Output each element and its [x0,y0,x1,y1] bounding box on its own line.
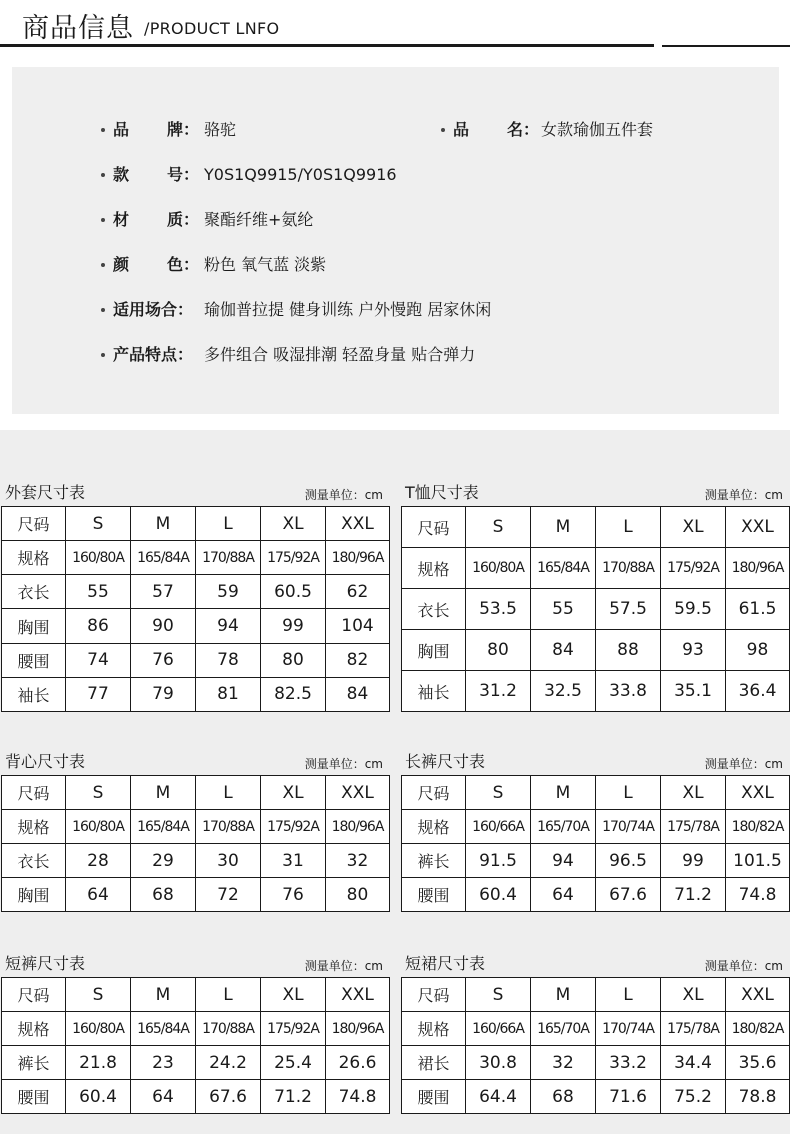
info-label: 产品特点： [113,345,194,364]
info-value: 粉色 氧气蓝 淡紫 [204,255,327,274]
table-cell: 170/88A [196,810,261,844]
info-row-features [101,341,741,369]
table-header-row [2,776,390,810]
info-value: 瑜伽普拉提 健身训练 户外慢跑 居家休闲 [204,300,492,319]
table-row [2,541,390,575]
table-cell: 165/84A [531,548,596,589]
info-row-name [441,116,771,144]
info-label: 款 号： [113,165,200,184]
table-cell: 76 [131,643,196,677]
table-cell: 165/84A [131,810,196,844]
table-cell: 29 [131,844,196,878]
row-label-cell: 胸围 [2,878,66,912]
size-chart-title: T恤尺寸表 [405,483,479,502]
bullet-icon [101,308,105,312]
table-cell: 34.4 [661,1046,726,1080]
table-cell: 175/78A [661,810,726,844]
table-cell: 170/88A [596,548,661,589]
table-row [2,575,390,609]
size-header-cell: XL [261,776,326,810]
table-cell: 64.4 [466,1080,531,1114]
table-cell: 180/96A [726,548,790,589]
row-label-cell: 裙长 [402,1046,466,1080]
table-cell: 57 [131,575,196,609]
size-chart-unit: 测量单位：cm [704,959,783,973]
table-row [402,589,790,630]
page-subtitle: /PRODUCT LNFO [144,19,280,38]
table-cell: 60.4 [66,1080,131,1114]
size-column-header: 尺码 [2,776,66,810]
row-label-cell: 胸围 [402,630,466,671]
table-cell: 71.2 [261,1080,326,1114]
table-cell: 104 [326,609,390,643]
table-cell: 23 [131,1046,196,1080]
table-cell: 160/66A [466,1012,531,1046]
table-cell: 24.2 [196,1046,261,1080]
table-row [402,878,790,912]
table-cell: 180/96A [326,1012,390,1046]
table-header-row [402,978,790,1012]
table-cell: 99 [261,609,326,643]
table-cell: 26.6 [326,1046,390,1080]
row-label-cell: 规格 [402,548,466,589]
table-cell: 91.5 [466,844,531,878]
row-label-cell: 腰围 [402,1080,466,1114]
table-row [2,844,390,878]
size-header-cell: S [466,776,531,810]
size-chart-title: 短裙尺寸表 [405,954,486,973]
size-header-cell: L [596,507,661,548]
size-table [401,506,790,712]
size-column-header: 尺码 [2,978,66,1012]
table-cell: 84 [326,677,390,711]
table-row [2,1080,390,1114]
table-cell: 74.8 [326,1080,390,1114]
bullet-icon [101,263,105,267]
table-cell: 60.4 [466,878,531,912]
table-cell: 93 [661,630,726,671]
table-row [402,1012,790,1046]
size-header-cell: XXL [326,507,390,541]
table-cell: 64 [131,1080,196,1114]
table-cell: 67.6 [596,878,661,912]
row-label-cell: 规格 [2,1012,66,1046]
size-header-cell: M [531,507,596,548]
info-row-model [101,161,701,189]
size-header-cell: S [66,507,131,541]
size-header-cell: XXL [326,776,390,810]
row-label-cell: 规格 [402,1012,466,1046]
size-header-cell: L [596,978,661,1012]
bullet-icon [101,173,105,177]
table-cell: 160/80A [466,548,531,589]
row-label-cell: 规格 [402,810,466,844]
bullet-icon [101,128,105,132]
table-cell: 81 [196,677,261,711]
table-cell: 77 [66,677,131,711]
table-row [2,643,390,677]
table-cell: 68 [531,1080,596,1114]
table-cell: 78.8 [726,1080,790,1114]
size-chart-title: 长裤尺寸表 [405,752,486,771]
table-cell: 25.4 [261,1046,326,1080]
row-label-cell: 规格 [2,810,66,844]
table-cell: 180/96A [326,541,390,575]
table-row [402,844,790,878]
bullet-icon [101,353,105,357]
table-cell: 101.5 [726,844,790,878]
product-info-panel [12,67,779,414]
table-cell: 78 [196,643,261,677]
row-label-cell: 腰围 [2,643,66,677]
table-cell: 72 [196,878,261,912]
info-label: 适用场合： [113,300,194,319]
info-value: 多件组合 吸湿排潮 轻盈身量 贴合弹力 [204,345,476,364]
table-cell: 94 [196,609,261,643]
table-cell: 28 [66,844,131,878]
table-cell: 32.5 [531,671,596,712]
table-row [2,810,390,844]
row-label-cell: 腰围 [402,878,466,912]
table-cell: 180/82A [726,1012,790,1046]
table-cell: 170/74A [596,1012,661,1046]
size-header-cell: L [196,978,261,1012]
page-title: 商品信息 [22,13,134,44]
size-table [1,977,390,1114]
row-label-cell: 袖长 [2,677,66,711]
size-chart-jacket [1,480,389,715]
size-header-cell: M [131,507,196,541]
table-row [402,671,790,712]
size-table [1,775,390,912]
table-cell: 165/84A [131,1012,196,1046]
size-table [401,775,790,912]
size-header-cell: M [531,776,596,810]
table-cell: 90 [131,609,196,643]
table-cell: 61.5 [726,589,790,630]
size-charts-area [0,430,790,1134]
size-column-header: 尺码 [2,507,66,541]
info-row-occasion [101,296,741,324]
table-cell: 94 [531,844,596,878]
table-cell: 59 [196,575,261,609]
size-chart-title: 背心尺寸表 [5,752,86,771]
table-row [2,1012,390,1046]
row-label-cell: 袖长 [402,671,466,712]
table-cell: 60.5 [261,575,326,609]
size-chart-title: 外套尺寸表 [5,483,86,502]
table-cell: 74 [66,643,131,677]
table-cell: 32 [531,1046,596,1080]
table-cell: 86 [66,609,131,643]
page-header [0,0,790,52]
table-cell: 57.5 [596,589,661,630]
table-cell: 30 [196,844,261,878]
bullet-icon [101,218,105,222]
table-cell: 31.2 [466,671,531,712]
size-header-cell: XL [261,978,326,1012]
table-cell: 64 [531,878,596,912]
table-row [402,1046,790,1080]
table-cell: 180/96A [326,810,390,844]
table-cell: 80 [466,630,531,671]
size-header-cell: XL [661,978,726,1012]
size-header-cell: XXL [326,978,390,1012]
table-cell: 33.8 [596,671,661,712]
table-header-row [402,776,790,810]
info-value: 聚酯纤维+氨纶 [204,210,314,229]
table-cell: 75.2 [661,1080,726,1114]
size-chart-long-pants [401,749,789,919]
table-cell: 170/88A [196,541,261,575]
table-cell: 68 [131,878,196,912]
bullet-icon [441,128,445,132]
table-cell: 160/80A [66,1012,131,1046]
info-label: 品 名： [453,120,540,139]
size-column-header: 尺码 [402,507,466,548]
table-cell: 82.5 [261,677,326,711]
table-cell: 88 [596,630,661,671]
info-row-material [101,206,701,234]
table-row [2,878,390,912]
size-chart-unit: 测量单位：cm [704,757,783,771]
size-header-cell: S [66,776,131,810]
row-label-cell: 裤长 [402,844,466,878]
size-header-cell: XL [661,776,726,810]
header-divider-short [662,45,790,47]
info-row-color [101,251,701,279]
table-cell: 96.5 [596,844,661,878]
table-cell: 99 [661,844,726,878]
table-cell: 35.6 [726,1046,790,1080]
table-cell: 175/92A [661,548,726,589]
size-table [1,506,390,712]
table-cell: 33.2 [596,1046,661,1080]
table-cell: 170/88A [196,1012,261,1046]
table-cell: 82 [326,643,390,677]
header-divider [0,44,654,47]
table-cell: 64 [66,878,131,912]
table-cell: 79 [131,677,196,711]
size-header-cell: XL [661,507,726,548]
size-chart-unit: 测量单位：cm [304,757,383,771]
table-cell: 175/78A [661,1012,726,1046]
row-label-cell: 衣长 [2,844,66,878]
info-value: Y0S1Q9915/Y0S1Q9916 [204,165,397,184]
table-cell: 180/82A [726,810,790,844]
table-header-row [2,507,390,541]
table-cell: 165/70A [531,810,596,844]
size-column-header: 尺码 [402,978,466,1012]
size-chart-unit: 测量单位：cm [304,488,383,502]
table-header-row [402,507,790,548]
size-chart-shorts [1,951,389,1121]
size-header-cell: L [596,776,661,810]
table-cell: 160/66A [466,810,531,844]
size-header-cell: S [466,978,531,1012]
table-cell: 76 [261,878,326,912]
size-header-cell: M [131,978,196,1012]
size-chart-tshirt [401,480,789,715]
info-label: 材 质： [113,210,200,229]
table-cell: 80 [261,643,326,677]
table-cell: 160/80A [66,541,131,575]
table-cell: 160/80A [66,810,131,844]
table-cell: 98 [726,630,790,671]
table-cell: 55 [66,575,131,609]
table-cell: 170/74A [596,810,661,844]
row-label-cell: 胸围 [2,609,66,643]
table-row [2,1046,390,1080]
table-cell: 175/92A [261,1012,326,1046]
table-cell: 67.6 [196,1080,261,1114]
table-row [402,630,790,671]
table-cell: 53.5 [466,589,531,630]
table-cell: 175/92A [261,810,326,844]
info-label: 颜 色： [113,255,200,274]
table-row [402,810,790,844]
table-row [402,1080,790,1114]
table-cell: 55 [531,589,596,630]
size-header-cell: XXL [726,978,790,1012]
size-header-cell: XXL [726,507,790,548]
info-row-brand [101,116,431,144]
size-chart-unit: 测量单位：cm [304,959,383,973]
size-header-cell: M [131,776,196,810]
size-header-cell: XL [261,507,326,541]
table-cell: 32 [326,844,390,878]
row-label-cell: 衣长 [2,575,66,609]
row-label-cell: 腰围 [2,1080,66,1114]
size-header-cell: XXL [726,776,790,810]
size-header-cell: S [66,978,131,1012]
table-cell: 165/70A [531,1012,596,1046]
info-value: 女款瑜伽五件套 [541,120,654,139]
table-cell: 21.8 [66,1046,131,1080]
size-chart-unit: 测量单位：cm [704,488,783,502]
table-cell: 165/84A [131,541,196,575]
table-cell: 71.2 [661,878,726,912]
table-cell: 80 [326,878,390,912]
size-table [401,977,790,1114]
table-cell: 71.6 [596,1080,661,1114]
size-header-cell: L [196,776,261,810]
table-row [2,677,390,711]
size-header-cell: S [466,507,531,548]
table-cell: 30.8 [466,1046,531,1080]
table-row [402,548,790,589]
size-header-cell: L [196,507,261,541]
size-chart-vest [1,749,389,919]
table-cell: 84 [531,630,596,671]
table-row [2,609,390,643]
info-value: 骆驼 [204,120,237,139]
table-cell: 36.4 [726,671,790,712]
row-label-cell: 规格 [2,541,66,575]
row-label-cell: 裤长 [2,1046,66,1080]
table-cell: 59.5 [661,589,726,630]
table-cell: 74.8 [726,878,790,912]
size-chart-skirt [401,951,789,1121]
info-label: 品 牌： [113,120,200,139]
table-cell: 31 [261,844,326,878]
size-chart-title: 短裤尺寸表 [5,954,86,973]
table-cell: 35.1 [661,671,726,712]
row-label-cell: 衣长 [402,589,466,630]
table-cell: 175/92A [261,541,326,575]
size-column-header: 尺码 [402,776,466,810]
table-header-row [2,978,390,1012]
table-cell: 62 [326,575,390,609]
size-header-cell: M [531,978,596,1012]
